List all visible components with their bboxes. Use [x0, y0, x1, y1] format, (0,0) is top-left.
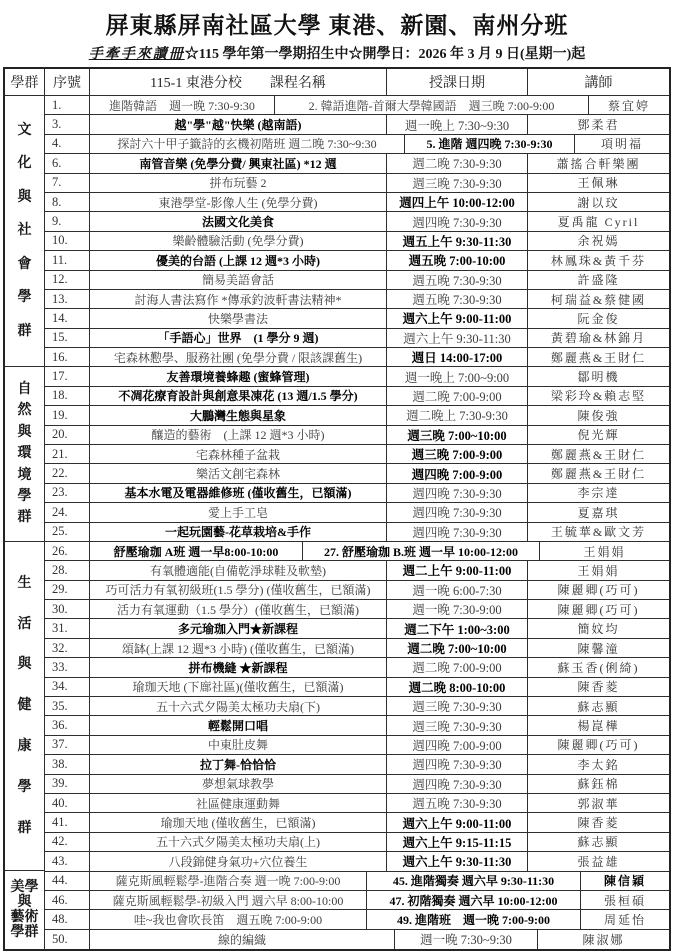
course-name: 五十六式夕陽美太極功夫扇(下)	[90, 697, 387, 716]
course-date: 週一晚 6:00-7:30	[387, 581, 528, 600]
row-number: 12.	[45, 271, 90, 290]
table-row	[45, 736, 669, 755]
course-teacher: 倪光輝	[528, 426, 669, 445]
row-number: 11.	[45, 251, 90, 270]
table-row	[45, 833, 669, 852]
group-label-line: 境	[17, 467, 32, 483]
course-name: 宅森林懃學、服務社團 (免學分費 / 限該課舊生)	[90, 348, 387, 367]
course-name: 頌缽(上課 12 週*3 小時) (僅收舊生，已額滿)	[90, 639, 387, 658]
header-group: 學群	[5, 69, 45, 96]
table-row	[45, 348, 669, 367]
row-number: 1.	[45, 96, 90, 115]
row-number: 39.	[45, 775, 90, 794]
course-left: 薩克斯風輕鬆學-初級入門 週六早 8:00-10:00	[90, 891, 367, 910]
table-body	[5, 96, 669, 949]
course-teacher: 李太銘	[528, 755, 669, 774]
group-label-line: 群	[17, 323, 32, 339]
course-name: 多元瑜珈入門★新課程	[90, 619, 387, 638]
course-teacher: 夏禹龍 Cyril	[528, 212, 669, 231]
course-date: 週五晚 7:30-9:30	[387, 794, 528, 813]
table-row	[45, 891, 669, 910]
course-teacher: 黃碧瑜&林錦月	[528, 329, 669, 348]
course-name: 東港學堂-影像人生 (免學分費)	[90, 193, 387, 212]
course-teacher: 陳香菱	[528, 678, 669, 697]
course-date: 週一晚上 7:30~9:30	[387, 115, 528, 134]
course-teacher: 項明福	[575, 135, 669, 154]
group-label	[5, 96, 45, 367]
course-date: 週四晚 7:30-9:30	[387, 755, 528, 774]
row-number: 30.	[45, 600, 90, 619]
course-name: 釀造的藝術 (上課 12 週*3 小時)	[90, 426, 387, 445]
subtitle-slogan: 手牽手來讀冊	[88, 47, 185, 62]
group-rows	[45, 542, 669, 872]
course-left: 探討六十甲子籤詩的玄機初階班 週二晚 7:30~9:30	[90, 135, 405, 154]
row-number: 15.	[45, 329, 90, 348]
row-number: 22.	[45, 464, 90, 483]
course-teacher: 蘇志顯	[528, 697, 669, 716]
course-name: 優美的台語 (上課 12 週*3 小時)	[90, 251, 387, 270]
course-date: 週四晚 7:30-9:30	[387, 503, 528, 522]
course-teacher: 陳麗卿(巧可)	[528, 600, 669, 619]
course-date: 週三晚 7:00~10:00	[387, 426, 528, 445]
course-left: 舒壓瑜珈 A班 週一早8:00-10:00	[90, 542, 303, 561]
course-name: 越"學"越"快樂 (越南語)	[90, 115, 387, 134]
table-row	[45, 813, 669, 832]
table-row	[45, 271, 669, 290]
table-row	[45, 367, 669, 386]
group-label-line: 學	[17, 488, 32, 504]
course-name: 輕鬆開口唱	[90, 716, 387, 735]
course-teacher: 夏嘉琪	[528, 503, 669, 522]
course-date: 週四晚 7:30-9:30	[387, 484, 528, 503]
course-date: 週三晚 7:30-9:30	[387, 716, 528, 735]
table-row	[45, 542, 669, 561]
group-rows	[45, 871, 669, 949]
course-teacher: 王娟娟	[540, 542, 669, 561]
course-teacher: 陳淑娜	[582, 932, 625, 947]
course-date: 週一晚 7:30~9:30	[395, 930, 538, 949]
row-number: 41.	[45, 813, 90, 832]
course-name: 拉丁舞-恰恰恰	[90, 755, 387, 774]
table-row	[45, 484, 669, 503]
group-label-line: 生	[17, 575, 32, 591]
course-name: 宅森林種子盆栽	[90, 445, 387, 464]
course-group	[5, 96, 669, 367]
course-teacher: 王佩琳	[528, 174, 669, 193]
course-teacher: 陳信穎	[581, 871, 669, 890]
row-number: 18.	[45, 387, 90, 406]
row-number: 37.	[45, 736, 90, 755]
course-name: 有氧體適能(自備乾淨球鞋及軟墊)	[90, 561, 387, 580]
course-teacher: 柯瑞益&蔡健國	[528, 290, 669, 309]
course-right: 5. 進階 週四晚 7:30-9:30	[405, 135, 575, 154]
table-row	[45, 678, 669, 697]
course-teacher: 林鳳珠&黃千芬	[528, 251, 669, 270]
course-teacher: 陳麗卿(巧可)	[528, 581, 669, 600]
group-label-line: 健	[17, 698, 32, 714]
course-group	[5, 367, 669, 541]
row-number: 21.	[45, 445, 90, 464]
table-row	[45, 135, 669, 154]
course-name: 基本水電及電器維修班 (僅收舊生，已額滿)	[90, 484, 387, 503]
course-name: 活力有氧運動（1.5 學分）(僅收舊生，已額滿)	[90, 600, 387, 619]
group-label-line: 環	[17, 446, 32, 462]
group-label-line: 康	[17, 738, 32, 754]
row-number: 26.	[45, 542, 90, 561]
table-row	[45, 115, 669, 134]
course-teacher: 鄧柔君	[528, 115, 669, 134]
group-label	[5, 871, 45, 949]
course-teacher: 鄒明機	[528, 367, 669, 386]
course-right: 47. 初階獨奏 週六早 10:00-12:00	[367, 891, 581, 910]
row-number: 24.	[45, 503, 90, 522]
course-date: 週三晚 7:30-9:30	[387, 174, 528, 193]
row-number: 13.	[45, 290, 90, 309]
group-rows	[45, 96, 669, 367]
row-number: 31.	[45, 619, 90, 638]
course-name: 拼布機縫 ★新課程	[90, 658, 387, 677]
course-teacher: 李宗達	[528, 484, 669, 503]
table-row	[45, 212, 669, 231]
course-teacher: 蘇志顯	[528, 833, 669, 852]
course-date: 週五晚 7:30-9:30	[387, 290, 528, 309]
course-date: 週五晚 7:30-9:30	[387, 271, 528, 290]
course-date: 週六上午 9:30-11:30	[387, 329, 528, 348]
course-teacher: 許盛隆	[528, 271, 669, 290]
table-row	[45, 290, 669, 309]
row-number: 32.	[45, 639, 90, 658]
enrollment-subtitle	[3, 43, 671, 63]
course-teacher: 鄭麗燕&王財仁	[528, 348, 669, 367]
course-date: 週二晚 7:00~10:00	[387, 639, 528, 658]
course-date: 週二晚 8:00-10:00	[387, 678, 528, 697]
row-number: 44.	[45, 871, 90, 890]
group-label-line: 化	[17, 156, 32, 172]
group-label-line: 群	[17, 510, 32, 526]
row-number: 50.	[45, 930, 90, 949]
course-date: 週一晚 7:30-9:00	[387, 600, 528, 619]
table-row	[45, 910, 669, 929]
course-date: 週五晚 7:00-10:00	[387, 251, 528, 270]
row-number: 19.	[45, 406, 90, 425]
group-label	[5, 542, 45, 872]
course-date: 週一晚上 7:00~9:00	[387, 367, 528, 386]
course-teacher: 周延怡	[581, 910, 669, 929]
group-label-line: 自	[17, 381, 32, 397]
row-number: 25.	[45, 523, 90, 542]
course-name: 樂齡體驗活動 (免學分費)	[90, 232, 387, 251]
course-date: 週日 14:00-17:00	[387, 348, 528, 367]
row-number: 7.	[45, 174, 90, 193]
row-number: 33.	[45, 658, 90, 677]
course-name: 五十六式夕陽美太極功夫扇(上)	[90, 833, 387, 852]
course-date: 週三晚 7:30-9:30	[387, 697, 528, 716]
course-date: 週二晚 7:00-9:00	[387, 387, 528, 406]
course-teacher: 陳麗卿(巧可)	[528, 736, 669, 755]
course-date: 週二晚 7:00-9:00	[387, 658, 528, 677]
course-teacher: 陳馨潼	[528, 639, 669, 658]
table-row	[45, 658, 669, 677]
row-number: 43.	[45, 852, 90, 871]
course-right: 2. 韓語進階-首爾大學韓國語 週三晚 7:00-9:00	[275, 96, 589, 115]
group-label-line: 社	[17, 223, 32, 239]
course-date: 週二晚上 7:30-9:30	[387, 406, 528, 425]
course-name: 巧可活力有氧初級班(1.5 學分) (僅收舊生，已額滿)	[90, 581, 387, 600]
course-teacher: 謝以玟	[528, 193, 669, 212]
course-date: 週四晚 7:30-9:30	[387, 212, 528, 231]
row-number: 20.	[45, 426, 90, 445]
subtitle-info: ☆115 學年第一學期招生中☆開學日：2026 年 3 月 9 日(星期一)起	[184, 47, 586, 62]
course-name: 不凋花療育設計與創意果凍花 (13 週/1.5 學分)	[90, 387, 387, 406]
course-group	[5, 542, 669, 872]
table-row	[45, 852, 669, 871]
row-number: 38.	[45, 755, 90, 774]
header-number: 序號	[45, 69, 90, 96]
course-date: 週四上午 10:00-12:00	[387, 193, 528, 212]
course-right: 27. 舒壓瑜珈 B.班 週一早 10:00-12:00	[303, 542, 540, 561]
table-row	[45, 464, 669, 483]
course-date: 週六上午 9:00-11:00	[387, 813, 528, 832]
group-label-line: 學	[17, 290, 32, 306]
course-left: 薩克斯風輕鬆學-進階合奏 週一晚 7:00-9:00	[90, 871, 367, 890]
course-date: 週二上午 9:00-11:00	[387, 561, 528, 580]
row-number: 35.	[45, 697, 90, 716]
group-label-line: 文	[17, 122, 32, 138]
course-name: 社區健康運動舞	[90, 794, 387, 813]
table-row	[45, 406, 669, 425]
course-name: 「手語心」世界 (1 學分 9 週)	[90, 329, 387, 348]
group-label-line: 與	[17, 894, 32, 910]
course-name: 夢想氣球教學	[90, 775, 387, 794]
course-date: 週二下午 1:00~3:00	[387, 619, 528, 638]
group-label-line: 群	[17, 820, 32, 836]
table-row	[45, 697, 669, 716]
course-name: 大鵬灣生態與星象	[90, 406, 387, 425]
table-row	[45, 755, 669, 774]
course-teacher: 張桓碩	[581, 891, 669, 910]
course-teacher: 張益雄	[528, 852, 669, 871]
table-row	[45, 523, 669, 542]
group-label-line: 美學	[10, 879, 39, 895]
course-teacher: 王毓華&歐文芳	[528, 523, 669, 542]
table-row	[45, 561, 669, 580]
table-row	[45, 96, 669, 115]
row-number: 34.	[45, 678, 90, 697]
course-teacher: 蘇玉香(俐綺)	[528, 658, 669, 677]
table-row	[45, 387, 669, 406]
group-label-line: 會	[17, 256, 32, 272]
course-date: 週四晚 7:30-9:30	[387, 775, 528, 794]
group-label-line: 藝術	[10, 909, 39, 925]
table-row	[45, 426, 669, 445]
course-date: 週四晚 7:00-9:00	[387, 736, 528, 755]
course-name: 一起玩園藝-花草栽培&手作	[90, 523, 387, 542]
row-number: 46.	[45, 891, 90, 910]
course-teacher: 鄭麗燕&王財仁	[528, 464, 669, 483]
course-name: 中東肚皮舞	[90, 736, 387, 755]
row-number: 17.	[45, 367, 90, 386]
course-date: 週五上午 9:30-11:30	[387, 232, 528, 251]
row-number: 23.	[45, 484, 90, 503]
table-row	[45, 154, 669, 173]
group-label-line: 與	[17, 424, 32, 440]
row-number: 9.	[45, 212, 90, 231]
table-row	[45, 174, 669, 193]
course-right: 49. 進階班 週一晚 7:00-9:00	[367, 910, 581, 929]
group-label-line: 然	[17, 403, 32, 419]
course-date: 週六上午 9:15-11:15	[387, 833, 528, 852]
table-row	[45, 251, 669, 270]
group-label-line: 與	[17, 189, 32, 205]
course-teacher: 鄭麗燕&王財仁	[528, 445, 669, 464]
row-number: 40.	[45, 794, 90, 813]
course-name: 樂活文創宅森林	[90, 464, 387, 483]
course-teacher: 簡妏均	[528, 619, 669, 638]
row-number: 28.	[45, 561, 90, 580]
course-name: 線的編織	[90, 930, 395, 949]
row-number: 29.	[45, 581, 90, 600]
row-number: 16.	[45, 348, 90, 367]
course-left: 哇~我也會吹長笛 週五晚 7:00-9:00	[90, 910, 367, 929]
table-row	[45, 445, 669, 464]
page-title: 屏東縣屏南社區大學 東港、新園、南州分班	[105, 13, 569, 38]
course-teacher: 王娟娟	[528, 561, 669, 580]
course-group	[5, 871, 669, 949]
row-number: 48.	[45, 910, 90, 929]
table-row	[45, 716, 669, 735]
course-name: 快樂學書法	[90, 309, 387, 328]
row-number: 6.	[45, 154, 90, 173]
group-label	[5, 367, 45, 541]
row-number: 14.	[45, 309, 90, 328]
course-teacher: 梁彩玲&賴志堅	[528, 387, 669, 406]
row-number: 4.	[45, 135, 90, 154]
course-name: 瑜珈天地 (僅收舊生，已額滿)	[90, 813, 387, 832]
course-teacher: 阮金俊	[528, 309, 669, 328]
table-row	[45, 600, 669, 619]
course-teacher: 陳俊強	[528, 406, 669, 425]
table-row	[45, 581, 669, 600]
table-row	[45, 232, 669, 251]
course-name: 瑜珈天地 (下廍社區)(僅收舊生，已額滿)	[90, 678, 387, 697]
course-teacher: 蕭搖合軒樂團	[528, 154, 669, 173]
row-number: 42.	[45, 833, 90, 852]
course-right: 45. 進階獨奏 週六早 9:30-11:30	[367, 871, 581, 890]
course-date: 週四晚 7:00-9:00	[387, 464, 528, 483]
table-row	[45, 193, 669, 212]
course-teacher: 楊崑樺	[528, 716, 669, 735]
row-number: 10.	[45, 232, 90, 251]
group-rows	[45, 367, 669, 541]
course-name: 討海人書法寫作 *傳承釣波軒書法精神*	[90, 290, 387, 309]
course-date: 週二晚 7:30-9:30	[387, 154, 528, 173]
course-name: 南管音樂 (免學分費/ 興東社區) *12 週	[90, 154, 387, 173]
group-label-line: 學群	[10, 924, 39, 940]
table-row	[45, 503, 669, 522]
row-number: 36.	[45, 716, 90, 735]
course-date: 週六上午 9:30-11:30	[387, 852, 528, 871]
table-row	[45, 309, 669, 328]
table-row	[45, 871, 669, 890]
course-name: 法國文化美食	[90, 212, 387, 231]
row-number: 8.	[45, 193, 90, 212]
table-header-row	[5, 69, 669, 96]
course-name: 拼布玩藝 2	[90, 174, 387, 193]
course-date: 週三晚 7:00-9:00	[387, 445, 528, 464]
course-teacher: 蔡宜婷	[589, 96, 669, 115]
table-row	[45, 930, 669, 949]
course-date: 週六上午 9:00-11:00	[387, 309, 528, 328]
course-teacher: 余祝嫣	[528, 232, 669, 251]
course-teacher: 蘇鈺棉	[528, 775, 669, 794]
course-table	[3, 67, 671, 951]
group-label-line: 學	[17, 779, 32, 795]
group-label-line: 活	[17, 616, 32, 632]
table-row	[45, 794, 669, 813]
course-name: 友善環境養蜂趣 (蜜蜂管理)	[90, 367, 387, 386]
course-name: 愛上手工皂	[90, 503, 387, 522]
course-teacher: 郭淑華	[528, 794, 669, 813]
course-name: 八段錦健身氣功+穴位養生	[90, 852, 387, 871]
course-date: 週四晚 7:30-9:30	[387, 523, 528, 542]
group-label-line: 與	[17, 657, 32, 673]
header-date: 授課日期	[387, 69, 528, 96]
table-row	[45, 639, 669, 658]
table-row	[45, 329, 669, 348]
course-name: 簡易美語會話	[90, 271, 387, 290]
course-teacher: 陳香菱	[528, 813, 669, 832]
table-row	[45, 619, 669, 638]
table-row	[45, 775, 669, 794]
course-left: 進階韓語 週一晚 7:30-9:30	[90, 96, 275, 115]
row-number: 3.	[45, 115, 90, 134]
header-course-name: 115-1 東港分校 課程名稱	[90, 69, 387, 96]
header-teacher: 講師	[528, 69, 669, 96]
